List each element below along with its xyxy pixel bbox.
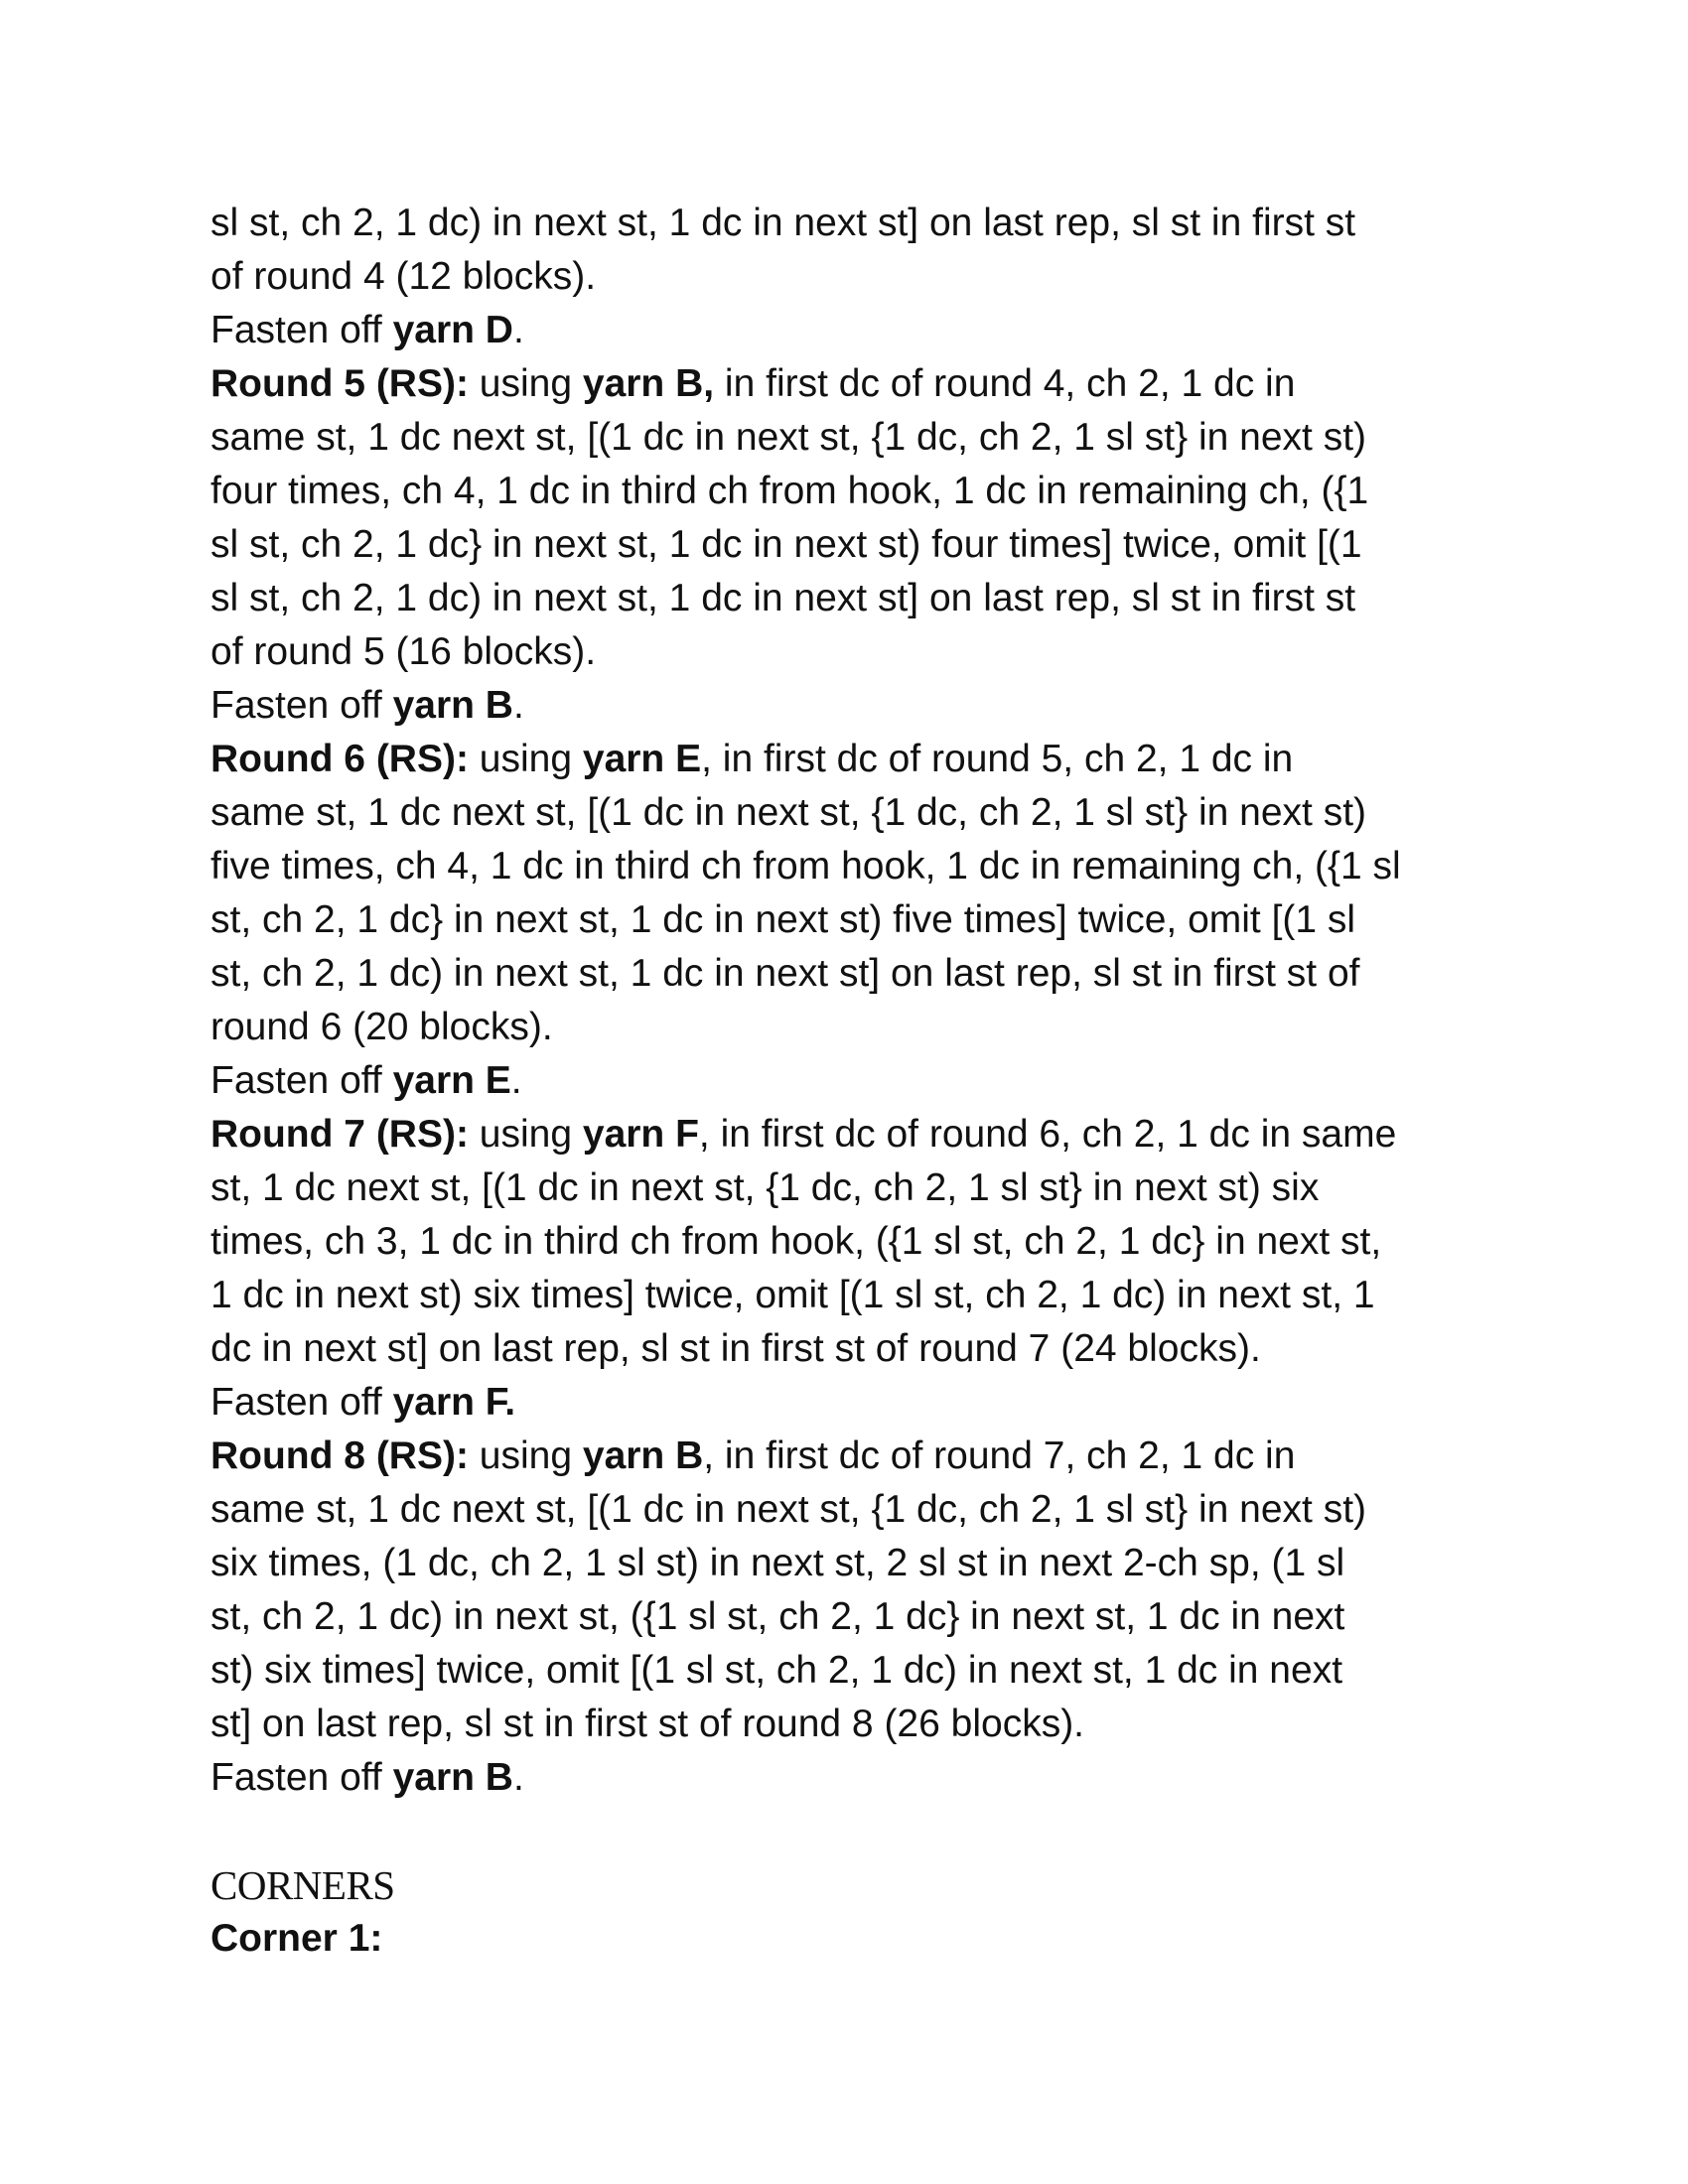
bold-text: Round 5 (RS): (211, 362, 469, 405)
bold-text: yarn D (392, 309, 513, 351)
section-heading: CORNERS (211, 1862, 395, 1908)
bold-text: Round 6 (RS): (211, 738, 469, 780)
paragraph-round-5 (211, 357, 1501, 679)
text-run: . (512, 684, 524, 727)
text-run: Fasten off (211, 684, 393, 727)
paragraph-fasten-f (211, 1376, 1501, 1430)
bold-text: yarn B (392, 684, 513, 727)
text-run: . (512, 309, 524, 351)
paragraph-cont-round-4 (211, 197, 1501, 304)
text-run: . (510, 1059, 522, 1102)
section-spacer (211, 1805, 1501, 1858)
text-run: , in first dc of round 7, ch 2, 1 dc in same st, 1 dc next st, [(1 dc in next st, {1 dc, ch 2, 1 sl st} in next st) six times, (1 dc, ch 2, 1 sl st) in next st, 2 sl st in next 2-ch sp, (1 sl st, ch 2, 1 dc) in next st, ({1 sl st, ch 2, 1 dc} in next st, 1 dc in next st) six times] twice, omit [(1 sl st, ch 2, 1 dc) in next st, 1 dc in next st] on last rep, sl st in first st of round 8 (26 blocks). (211, 1434, 1367, 1745)
bold-text: yarn B (392, 1756, 513, 1799)
text-run: using (468, 1434, 583, 1477)
bold-text: Round 8 (RS): (211, 1434, 469, 1477)
bold-text: yarn B, (582, 362, 715, 405)
bold-text: yarn E (392, 1059, 511, 1102)
text-run: Fasten off (211, 309, 393, 351)
bold-text: Round 7 (RS): (211, 1113, 469, 1156)
text-run: Fasten off (211, 1756, 393, 1799)
bold-text: yarn F (582, 1113, 699, 1156)
text-run: using (468, 738, 583, 780)
subheading (211, 1912, 1501, 1966)
text-run: using (468, 1113, 583, 1156)
document-page (211, 197, 1501, 1966)
subheading-text: Corner 1: (211, 1917, 383, 1960)
paragraph-round-7 (211, 1108, 1501, 1376)
paragraph-fasten-b-2 (211, 1751, 1501, 1805)
bold-text: yarn B (582, 1434, 704, 1477)
text-run: in first dc of round 4, ch 2, 1 dc in same st, 1 dc next st, [(1 dc in next st, {1 dc, ch 2, 1 sl st} in next st) four times, ch 4, 1 dc in third ch from hook, 1 dc in remaining ch, ({1 sl st, ch 2, 1 dc} in next st, 1 dc in next st) four times] twice, omit [(1 sl st, ch 2, 1 dc) in next st, 1 dc in next st] on last rep, sl st in first st of round 5 (16 blocks). (211, 362, 1369, 673)
text-run: . (512, 1756, 524, 1799)
paragraph-fasten-e (211, 1054, 1501, 1108)
text-run: sl st, ch 2, 1 dc) in next st, 1 dc in next st] on last rep, sl st in first st of round 4 (12 blocks). (211, 202, 1356, 298)
text-run: , in first dc of round 5, ch 2, 1 dc in same st, 1 dc next st, [(1 dc in next st, {1 dc, ch 2, 1 sl st} in next st) five times, ch 4, 1 dc in third ch from hook, 1 dc in remaining ch, ({1 sl st, ch 2, 1 dc} in next st, 1 dc in next st) five times] twice, omit [(1 sl st, ch 2, 1 dc) in next st, 1 dc in next st] on last rep, sl st in first st of round 6 (20 blocks). (211, 738, 1401, 1048)
paragraph-round-6 (211, 733, 1501, 1054)
paragraph-fasten-d (211, 304, 1501, 357)
paragraph-fasten-b-1 (211, 679, 1501, 733)
bold-text: yarn E (582, 738, 702, 780)
bold-text: yarn F. (392, 1381, 516, 1424)
text-run: , in first dc of round 6, ch 2, 1 dc in same st, 1 dc next st, [(1 dc in next st, {1 dc, ch 2, 1 sl st} in next st) six times, ch 3, 1 dc in third ch from hook, ({1 sl st, ch 2, 1 dc} in next st, 1 dc in next st) six times] twice, omit [(1 sl st, ch 2, 1 dc) in next st, 1 dc in next st] on last rep, sl st in first st of round 7 (24 blocks). (211, 1113, 1397, 1370)
paragraph-round-8 (211, 1430, 1501, 1751)
text-run: using (468, 362, 583, 405)
text-run: Fasten off (211, 1059, 393, 1102)
text-run: Fasten off (211, 1381, 393, 1424)
pattern-instructions (211, 197, 1501, 1805)
